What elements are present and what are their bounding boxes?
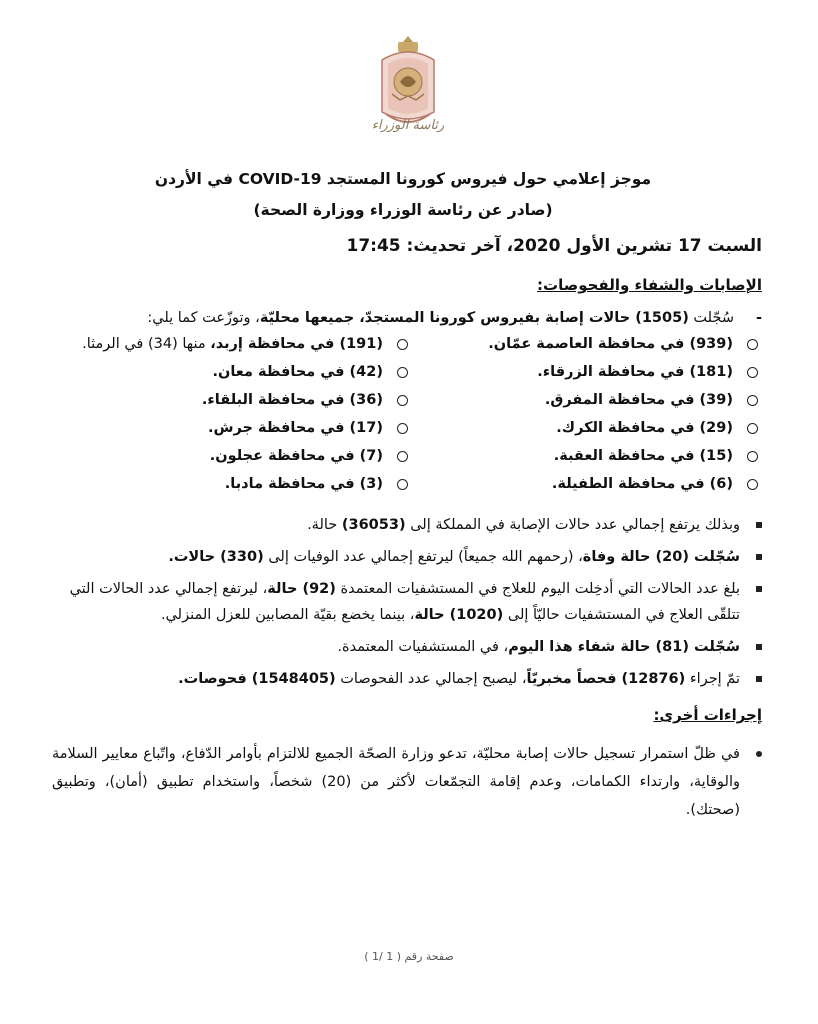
stats-list <box>52 512 762 698</box>
governorate-text: (7) في محافظة عجلون. <box>209 448 383 464</box>
list-item <box>58 420 758 448</box>
governorate-text: (39) في محافظة المفرق. <box>544 392 733 408</box>
stat-total-cases <box>52 512 762 538</box>
list-item <box>58 336 758 364</box>
circle-bullet-icon <box>747 479 758 490</box>
circle-bullet-icon <box>747 395 758 406</box>
stat-text: ، ليصبح إجمالي عدد الفحوصات <box>335 671 527 687</box>
stat-text: ، في المستشفيات المعتمدة. <box>337 639 509 655</box>
stat-tests <box>52 666 762 692</box>
other-measures-text: في ظلّ استمرار تسجيل حالات إصابة محليّة، تدعو وزارة الصحّة الجميع للالتزام بأوامر الدّفاع، واتّباع معايير السلامة والوقاية، وارتداء الكمامات، وعدم إقامة التجمّعات لأكثر من (20) شخصاً، واستخدام تطبيق (أمان)، وتطبيق (صحتك). <box>52 746 740 818</box>
stat-text: بلغ عدد الحالات التي أدخِلت اليوم للعلاج في المستشفيات المعتمدة <box>335 581 740 597</box>
circle-bullet-icon <box>397 423 408 434</box>
governorate-item <box>58 448 408 476</box>
stat-bold: سُجّلت (81) حالة شفاء هذا اليوم <box>508 639 740 655</box>
square-bullet-icon <box>756 586 762 592</box>
governorates-list <box>58 336 758 504</box>
stat-text: ، بينما يخضع بقيّة المصابين للعزل المنزلي. <box>160 607 415 623</box>
page-subtitle: (صادر عن رئاسة الوزراء ووزارة الصحة) <box>253 201 553 219</box>
stat-text: وبذلك يرتفع إجمالي عدد حالات الإصابة في المملكة إلى <box>405 517 740 533</box>
dash-bullet: - <box>755 310 762 326</box>
circle-bullet-icon <box>397 395 408 406</box>
governorate-item <box>58 392 408 420</box>
square-bullet-icon <box>756 644 762 650</box>
governorate-item <box>408 476 758 504</box>
page-title: موجز إعلامي حول فيروس كورونا المستجد COVID-19 في الأردن <box>154 170 652 188</box>
governorate-text: (15) في محافظة العقبة. <box>553 448 733 464</box>
intro-bold: (1505) حالات إصابة بفيروس كورونا المستجدّ، جميعها محليّة <box>259 310 689 326</box>
governorate-item <box>58 336 408 364</box>
governorate-text: (6) في محافظة الطفيلة. <box>551 476 733 492</box>
governorate-item <box>408 364 758 392</box>
stat-hospital <box>52 576 762 628</box>
stat-text: ، (رحمهم الله جميعاً) ليرتفع إجمالي عدد الوفيات إلى <box>263 549 583 565</box>
dot-bullet-icon <box>756 751 762 757</box>
governorate-item <box>408 392 758 420</box>
logo-caption: رئاسة الوزراء <box>371 118 445 133</box>
other-measures <box>52 740 762 824</box>
governorate-note: منها (34) في الرمثا. <box>82 336 211 352</box>
stat-bold: سُجّلت (20) حالة وفاة <box>582 549 740 565</box>
governorate-item <box>58 476 408 504</box>
square-bullet-icon <box>756 522 762 528</box>
circle-bullet-icon <box>747 339 758 350</box>
governorate-text: (36) في محافظة البلقاء. <box>201 392 383 408</box>
page-number: صفحة رقم ( 1 /1 ) <box>364 950 454 963</box>
stat-bold: (92) حالة <box>267 581 336 597</box>
stat-text: ، ليرتفع إجمالي عدد الحالات التي تتلقّى العلاج في المستشفيات حاليّاً إلى <box>69 581 740 623</box>
stat-bold: (1020) حالة <box>414 607 504 623</box>
governorate-text: (17) في محافظة جرش. <box>207 420 383 436</box>
list-item <box>58 392 758 420</box>
stat-bold: (36053) <box>341 517 406 533</box>
governorate-item <box>408 336 758 364</box>
governorate-item <box>408 420 758 448</box>
governorate-text: (3) في محافظة مادبا. <box>224 476 383 492</box>
circle-bullet-icon <box>747 423 758 434</box>
stat-bold: (330) حالات. <box>168 549 264 565</box>
stat-deaths <box>52 544 762 570</box>
section-heading-other: إجراءات أخرى: <box>653 706 762 724</box>
governorate-item <box>58 420 408 448</box>
circle-bullet-icon <box>397 367 408 378</box>
governorate-text: (191) في محافظة إربد، <box>210 336 383 352</box>
governorate-item <box>58 364 408 392</box>
stat-bold: (1548405) فحوصات. <box>178 671 336 687</box>
stat-text: حالة. <box>307 517 342 533</box>
cases-intro <box>62 310 762 326</box>
list-item <box>58 448 758 476</box>
governorate-item <box>408 448 758 476</box>
stat-recoveries <box>52 634 762 660</box>
circle-bullet-icon <box>397 479 408 490</box>
intro-pre: سُجّلت <box>688 310 734 326</box>
governorate-text: (181) في محافظة الزرقاء. <box>537 364 733 380</box>
list-item <box>58 364 758 392</box>
circle-bullet-icon <box>747 367 758 378</box>
circle-bullet-icon <box>747 451 758 462</box>
circle-bullet-icon <box>397 339 408 350</box>
list-item <box>58 476 758 504</box>
square-bullet-icon <box>756 554 762 560</box>
governorate-text: (29) في محافظة الكرك. <box>556 420 733 436</box>
stat-text: تمّ إجراء <box>685 671 740 687</box>
intro-post: ، وتوزّعت كما يلي: <box>147 310 260 326</box>
square-bullet-icon <box>756 676 762 682</box>
governorate-text: (42) في محافظة معان. <box>212 364 383 380</box>
circle-bullet-icon <box>397 451 408 462</box>
section-heading-cases: الإصابات والشفاء والفحوصات: <box>537 276 762 294</box>
dateline: السبت 17 تشرين الأول 2020، آخر تحديث: 17:45 <box>346 236 762 256</box>
governorate-text: (939) في محافظة العاصمة عمّان. <box>488 336 733 352</box>
stat-bold: (12876) فحصاً مخبريّاً <box>526 671 686 687</box>
